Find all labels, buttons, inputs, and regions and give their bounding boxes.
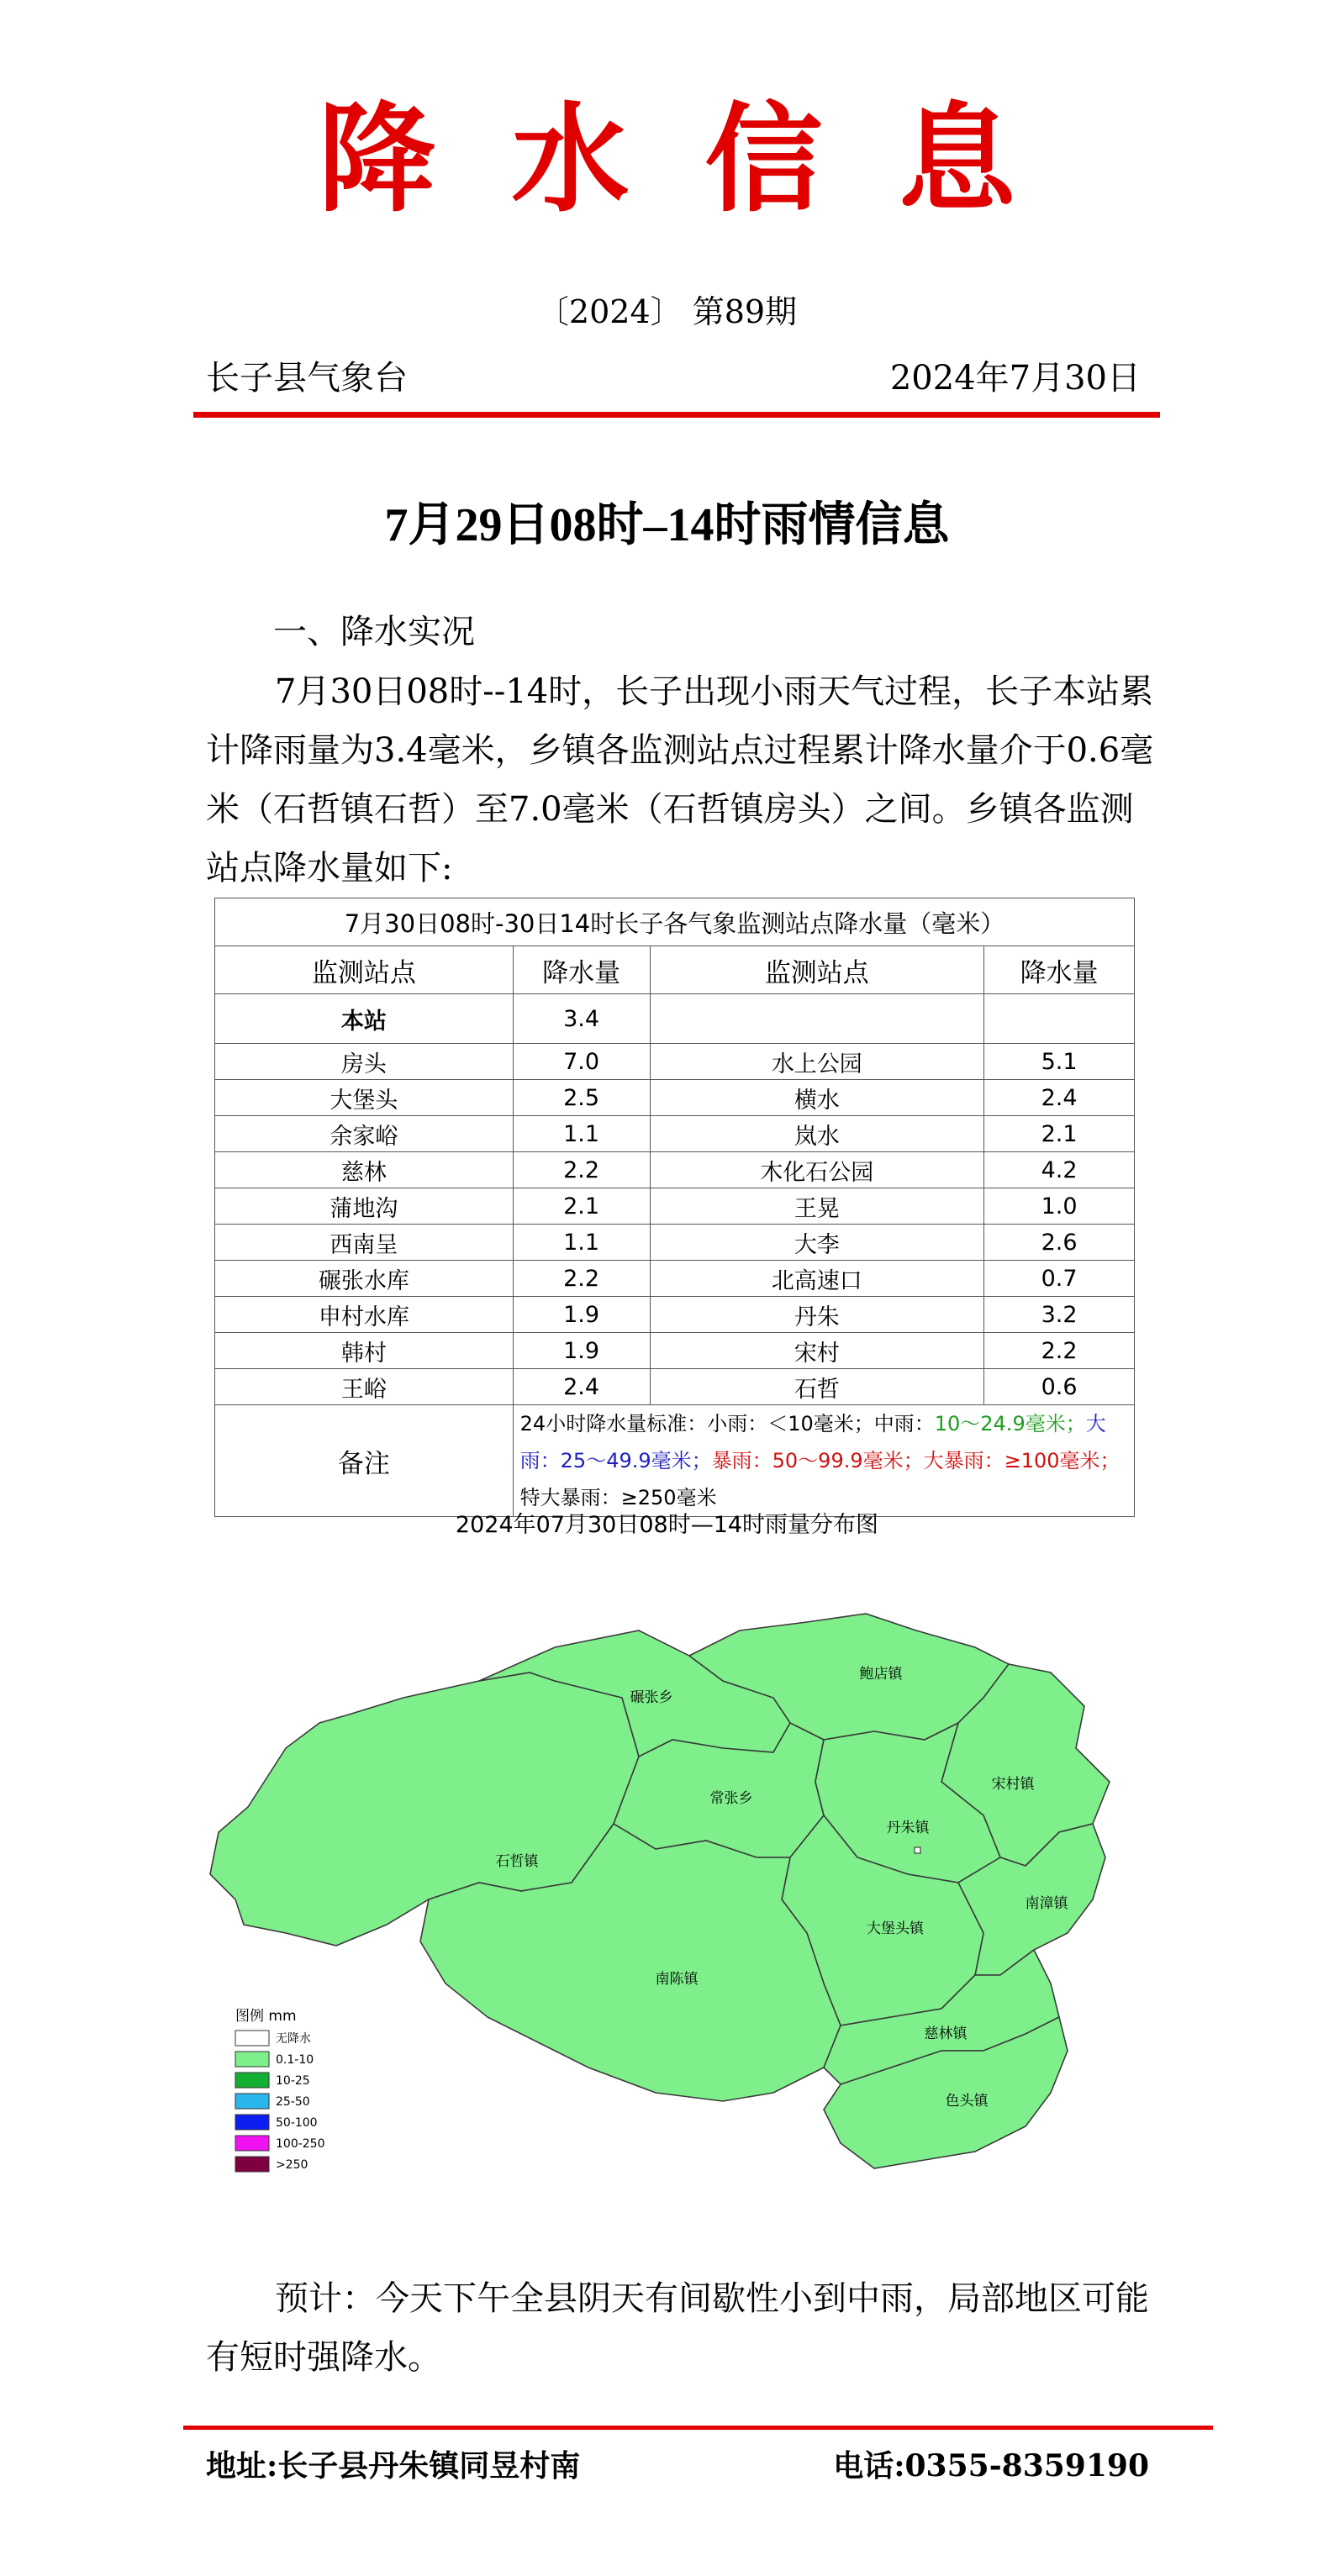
masthead-title: 降水信息 — [318, 91, 1092, 229]
station-name: 丹朱 — [650, 1297, 984, 1333]
forecast-paragraph: 预计：今天下午全县阴天有间歇性小到中雨，局部地区可能有短时强降水。 — [206, 2279, 1149, 2377]
rainfall-distribution-map — [202, 1580, 1126, 2219]
legend-label: 无降水 — [276, 2032, 311, 2046]
station-name: 水上公园 — [650, 1044, 984, 1080]
legend-swatch — [235, 2157, 269, 2172]
station-rainfall: 2.1 — [513, 1188, 650, 1225]
station-name: 宋村 — [650, 1333, 984, 1369]
legend-title: 图例 mm — [235, 2008, 297, 2025]
station-name: 大堡头 — [215, 1080, 514, 1116]
station-rainfall: 7.0 — [513, 1044, 650, 1080]
station-rainfall: 2.6 — [984, 1225, 1135, 1261]
station-rainfall: 2.4 — [513, 1369, 650, 1405]
town-label: 鲍店镇 — [859, 1666, 903, 1683]
station-name: 韩村 — [215, 1333, 514, 1369]
station-name: 王晃 — [650, 1188, 984, 1225]
main-station-value: 3.4 — [513, 994, 650, 1044]
town-label: 丹朱镇 — [886, 1820, 930, 1836]
station-rainfall: 3.2 — [984, 1297, 1135, 1333]
note-text — [513, 1405, 1134, 1517]
section-heading: 一、降水实况 — [273, 613, 475, 651]
station-name: 大李 — [650, 1225, 984, 1261]
station-name: 余家峪 — [215, 1116, 514, 1152]
station-rainfall: 5.1 — [984, 1044, 1135, 1080]
station-rainfall: 2.2 — [984, 1333, 1135, 1369]
main-station-name: 本站 — [215, 994, 514, 1044]
station-name: 碾张水库 — [215, 1261, 514, 1297]
legend-swatch — [235, 2073, 269, 2088]
empty-cell — [650, 994, 984, 1044]
town-label: 南漳镇 — [1025, 1895, 1068, 1912]
col-header-station: 监测站点 — [650, 946, 984, 994]
station-rainfall: 2.1 — [984, 1116, 1135, 1152]
town-label: 碾张乡 — [630, 1689, 673, 1706]
legend-swatch — [235, 2031, 269, 2046]
note-moderate: 10～24.9毫米； — [934, 1412, 1086, 1436]
note-rainstorm: 暴雨：50～99.9毫米；大暴雨：≥100毫米； — [711, 1449, 1120, 1472]
col-header-station: 监测站点 — [215, 946, 514, 994]
table-row — [215, 1152, 1135, 1188]
legend-swatch — [235, 2052, 269, 2067]
footer-rule — [183, 2426, 1213, 2430]
station-name: 蒲地沟 — [215, 1188, 514, 1225]
map-title: 2024年07月30日08时—14时雨量分布图 — [455, 1512, 879, 1538]
legend-swatch — [235, 2094, 269, 2109]
legend-swatch — [235, 2115, 269, 2130]
table-row — [215, 1297, 1135, 1333]
station-name: 岚水 — [650, 1116, 984, 1152]
station-name: 木化石公园 — [650, 1152, 984, 1188]
station-name: 石哲 — [650, 1369, 984, 1405]
town-label: 南陈镇 — [655, 1971, 699, 1988]
table-row — [215, 1225, 1135, 1261]
station-name: 房头 — [215, 1044, 514, 1080]
station-name: 慈林 — [215, 1152, 514, 1188]
issue-date: 2024年7月30日 — [889, 359, 1141, 398]
legend-swatch — [235, 2136, 269, 2151]
station-rainfall: 1.1 — [513, 1116, 650, 1152]
station-rainfall: 1.9 — [513, 1333, 650, 1369]
footer-address: 地址:长子县丹朱镇同昱村南 — [206, 2448, 581, 2484]
table-row — [215, 1044, 1135, 1080]
town-label: 宋村镇 — [991, 1776, 1035, 1793]
station-rainfall: 2.5 — [513, 1080, 650, 1116]
station-rainfall: 1.0 — [984, 1188, 1135, 1225]
station-name: 王峪 — [215, 1369, 514, 1405]
station-rainfall: 2.2 — [513, 1152, 650, 1188]
table-row — [215, 1333, 1135, 1369]
note-heavy: 大雨：25～49.9毫米； — [519, 1412, 1106, 1472]
table-row — [215, 1261, 1135, 1297]
station-rainfall: 0.6 — [984, 1369, 1135, 1405]
legend-label: 10-25 — [276, 2074, 310, 2088]
table-row — [215, 1188, 1135, 1225]
legend-label: 50-100 — [276, 2116, 318, 2130]
station-rainfall: 0.7 — [984, 1261, 1135, 1297]
legend-label: 100-250 — [276, 2137, 325, 2151]
issuer: 长子县气象台 — [206, 359, 408, 398]
rainfall-summary-paragraph: 7月30日08时--14时，长子出现小雨天气过程，长子本站累计降雨量为3.4毫米，乡镇各监测站点过程累计降水量介于0.6毫米（石哲镇石哲）至7.0毫米（石哲镇房头）之间。乡镇各监测站点降水量如下: — [206, 672, 1154, 888]
note-tail: 特大暴雨：≥250毫米 — [519, 1486, 717, 1509]
station-rainfall: 1.9 — [513, 1297, 650, 1333]
legend-label: 25-50 — [276, 2095, 310, 2109]
station-rainfall: 4.2 — [984, 1152, 1135, 1188]
empty-cell — [984, 994, 1135, 1044]
note-lead: 24小时降水量标准：小雨：＜10毫米；中雨： — [519, 1412, 935, 1436]
station-name: 北高速口 — [650, 1261, 984, 1297]
station-rainfall: 2.4 — [984, 1080, 1135, 1116]
legend-label: >250 — [276, 2158, 308, 2172]
town-label: 色头镇 — [945, 2093, 989, 2110]
note-label: 备注 — [215, 1405, 514, 1517]
table-row — [215, 1369, 1135, 1405]
rainfall-table — [214, 898, 1135, 1517]
station-rainfall: 2.2 — [513, 1261, 650, 1297]
station-name: 西南呈 — [215, 1225, 514, 1261]
station-marker — [915, 1847, 920, 1853]
town-label: 大堡头镇 — [867, 1920, 924, 1937]
header-rule — [193, 412, 1160, 418]
station-name: 横水 — [650, 1080, 984, 1116]
legend-label: 0.1-10 — [276, 2053, 314, 2067]
table-row — [215, 1080, 1135, 1116]
station-rainfall: 1.1 — [513, 1225, 650, 1261]
station-name: 申村水库 — [215, 1297, 514, 1333]
town-label: 慈林镇 — [924, 2026, 968, 2042]
table-caption: 7月30日08时-30日14时长子各气象监测站点降水量（毫米） — [215, 898, 1135, 946]
document-title: 7月29日08时–14时雨情信息 — [384, 499, 950, 551]
col-header-rainfall: 降水量 — [984, 946, 1135, 994]
footer-phone: 电话:0355-8359190 — [833, 2448, 1149, 2484]
col-header-rainfall: 降水量 — [513, 946, 650, 994]
town-label: 常张乡 — [709, 1790, 753, 1807]
table-row — [215, 1116, 1135, 1152]
map-legend — [235, 2008, 325, 2172]
issue-number: 〔2024〕 第89期 — [536, 293, 798, 330]
town-label: 石哲镇 — [495, 1853, 539, 1870]
